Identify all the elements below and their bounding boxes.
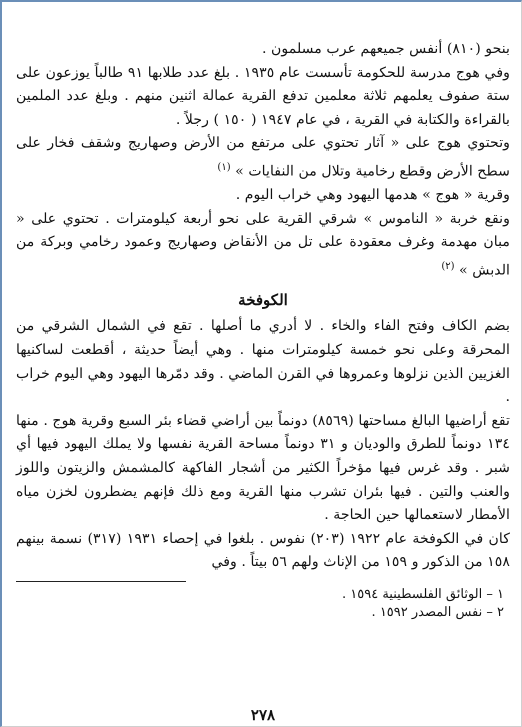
paragraph-7: تقع أراضيها البالغ مساحتها (٨٥٦٩) دونماً بين أراضي قضاء بئر السبع وقرية هوج . منها ١٣٤ دونماً للطرق والوديان و ٣١ دونماً مساحة القرية نفسها ولا يملك اليهود فيها أي شبر . وقد غرس فيها مؤخراً الكثير من أشجار الفاكهة كالمشمش والزيتون واللوز والعنب والتين . فيها بئران تشرب منها القرية ومع ذلك فإنهم يضطرون لخزن مياه الأمطار لاستعمالها حين الحاجة .	[16, 412, 510, 524]
footnote-1: ١ – الوثائق الفلسطينية ١٥٩٤ .	[342, 586, 504, 602]
paragraph-5	[16, 208, 510, 284]
paragraph-8: كان في الكوفخة عام ١٩٢٢ (٢٠٣) نفوس . بلغوا في إحصاء ١٩٣١ (٣١٧) نسمة بينهم ١٥٨ من الذكور و ١٥٩ من الإناث ولهم ٥٦ بيتاً . وفي	[16, 530, 511, 571]
paragraph-5-text: ونقع خربة « الناموس » شرقي القرية على نحو أربعة كيلومترات . تحتوي على « مبان مهدمة وغرف معقودة على تل من الأنقاض وصهاريج وعمود رخامي وبركة من الدبش »	[16, 210, 510, 279]
paragraph-3	[16, 132, 510, 184]
footnote-divider	[16, 581, 186, 582]
section-heading: الكوفخة	[238, 291, 288, 310]
paragraph-4: وقرية « هوج » هدمها اليهود وهي خراب اليوم .	[235, 187, 510, 204]
page-number: ٢٧٨	[250, 706, 276, 724]
footnote-2: ٢ – نفس المصدر ١٥٩٢ .	[371, 604, 504, 620]
paragraph-2: وفي هوج مدرسة للحكومة تأسست عام ١٩٣٥ . بلغ عدد طلابها ٩١ طالباً يوزعون على ستة صفوف يعلمهم ثلاثة معلمين تدفع القرية عمالة اثنين منهم . وبلغ عدد الملمين بالقراءة والكتابة في القرية ، في عام ١٩٤٧ ( ١٥٠ ) رجلاً .	[16, 64, 510, 128]
book-page	[16, 38, 510, 724]
paragraph-3-text: وتحتوي هوج على « آثار تحتوي على مرتفع من الأرض وصهاريج وشقف فخار على سطح الأرض وقطع رخامية وتلال من النفايات »	[16, 135, 510, 180]
footnote-ref-1: (١)	[217, 161, 231, 173]
paragraph-6: بضم الكاف وفتح الفاء والخاء . لا أدري ما أصلها . تقع في الشمال الشرقي من المحرقة وعلى نحو خمسة كيلومترات منها . وهي أيضاً حديثة ، أقطعت لساكنيها الغزيين الذين نزلوها وعمروها في القرن الماضي . وقد دمّرها اليهود وهي اليوم خراب .	[16, 318, 510, 406]
paragraph-1: بنحو (٨١٠) أنفس جميعهم عرب مسلمون .	[261, 41, 510, 57]
footnote-ref-2: (٢)	[441, 261, 455, 273]
